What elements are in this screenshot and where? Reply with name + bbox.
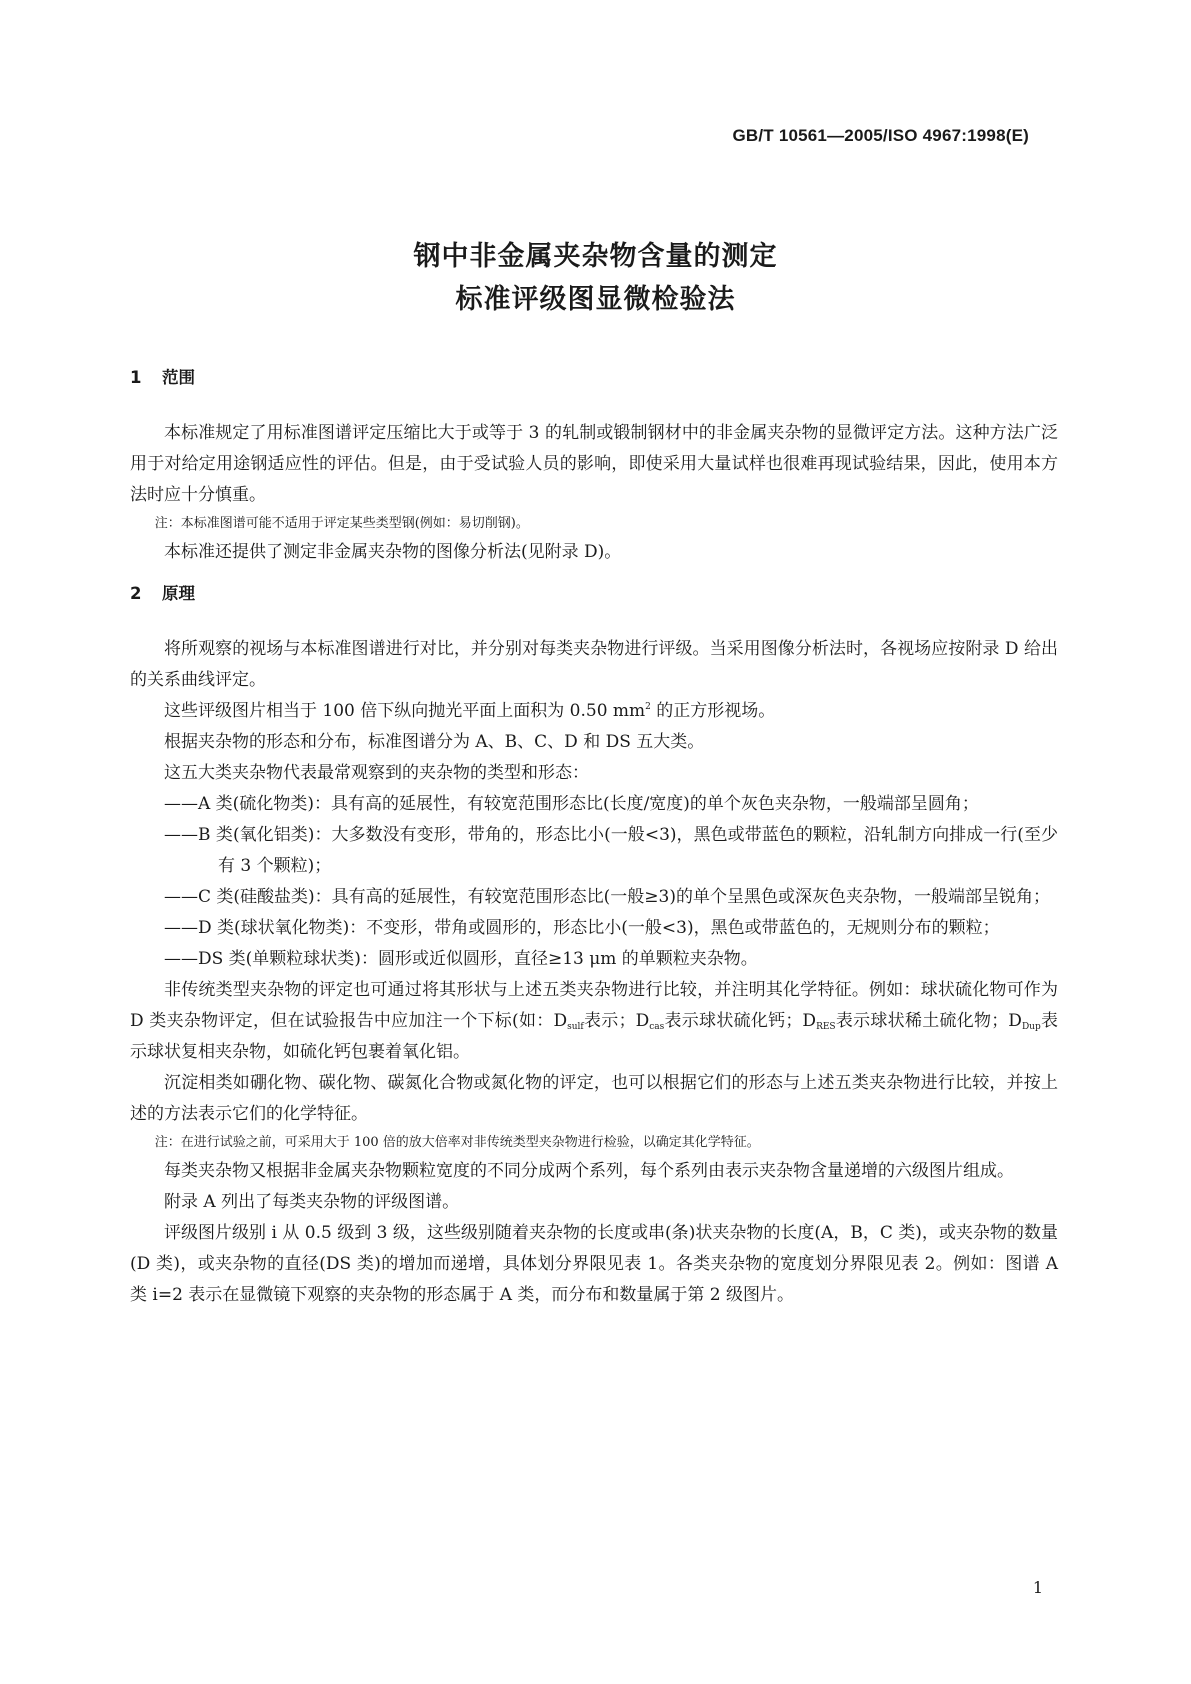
section-1-paragraph-2: 本标准还提供了测定非金属夹杂物的图像分析法(见附录 D)。 (164, 542, 622, 562)
p5-text-d: 表示球状稀土硫化物；D (835, 1011, 1022, 1031)
document-title-line-1: 钢中非金属夹杂物含量的测定 (413, 241, 778, 272)
p2-superscript: 2 (645, 702, 651, 712)
section-1-note: 注：本标准图谱可能不适用于评定某些类型钢(例如：易切削钢)。 (154, 516, 529, 531)
section-2-title: 原理 (162, 584, 195, 603)
p5-text-a: 非传统类型夹杂物的评定也可通过将其形状与上述五类夹杂物进行比较，并注明其化学特征。例如：球状硫化物可作为 D 类夹杂物评定，但在试验报告中应加注一个下标(如：D (130, 980, 1058, 1031)
section-2-paragraph-1: 将所观察的视场与本标准图谱进行对比，并分别对每类夹杂物进行评级。当采用图像分析法时，各视场应按附录 D 给出的关系曲线评定。 (130, 639, 1058, 690)
section-2-paragraph-5 (130, 975, 1058, 1068)
list-item: ——DS 类(单颗粒球状类)：圆形或近似圆形，直径≥13 μm 的单颗粒夹杂物。 (164, 949, 758, 969)
p5-subscript-cas: cas (649, 1022, 665, 1032)
p5-subscript-sulf: sulf (567, 1022, 584, 1032)
page-number: 1 (1032, 1578, 1043, 1597)
list-item: ——B 类(氧化铝类)：大多数没有变形，带角的，形态比小(一般<3)，黑色或带蓝色的颗粒，沿轧制方向排成一行(至少有 3 个颗粒)； (164, 825, 1058, 876)
p5-subscript-dup: Dup (1021, 1022, 1041, 1032)
section-2-paragraph-7: 每类夹杂物又根据非金属夹杂物颗粒宽度的不同分成两个系列，每个系列由表示夹杂物含量递增的六级图片组成。 (164, 1161, 1014, 1181)
document-body (130, 368, 1058, 1311)
section-2-note: 注：在进行试验之前，可采用大于 100 倍的放大倍率对非传统类型夹杂物进行检验，以确定其化学特征。 (154, 1135, 760, 1150)
section-1-paragraph-1: 本标准规定了用标准图谱评定压缩比大于或等于 3 的轧制或锻制钢材中的非金属夹杂物的显微评定方法。这种方法广泛用于对给定用途钢适应性的评估。但是，由于受试验人员的影响，即使采用大量试样也很难再现试验结果，因此，使用本方法时应十分慎重。 (130, 423, 1058, 505)
section-1-title: 范围 (162, 368, 195, 387)
p5-text-c: 表示球状硫化钙；D (664, 1011, 817, 1031)
section-2-paragraph-2 (130, 696, 1058, 727)
list-item: ——A 类(硫化物类)：具有高的延展性，有较宽范围形态比(长度/宽度)的单个灰色夹杂物，一般端部呈圆角； (164, 794, 979, 814)
section-2-heading (130, 584, 1058, 620)
p2-text-after: 的正方形视场。 (650, 701, 776, 721)
list-item: ——D 类(球状氧化物类)：不变形，带角或圆形的，形态比小(一般<3)，黑色或带蓝色的，无规则分布的颗粒； (164, 918, 1000, 938)
list-item: ——C 类(硅酸盐类)：具有高的延展性，有较宽范围形态比(一般≥3)的单个呈黑色或深灰色夹杂物，一般端部呈锐角； (164, 887, 1050, 907)
section-2-paragraph-6: 沉淀相类如硼化物、碳化物、碳氮化合物或氮化物的评定，也可以根据它们的形态与上述五类夹杂物进行比较，并按上述的方法表示它们的化学特征。 (130, 1073, 1058, 1124)
standard-code: GB/T 10561—2005/ISO 4967:1998(E) (732, 126, 1029, 145)
p2-text-before: 这些评级图片相当于 100 倍下纵向抛光平面上面积为 0.50 mm (164, 701, 646, 721)
p5-text-e: 表示球状复相夹杂物，如硫化钙包裹着氧化铝。 (130, 1011, 1058, 1062)
document-title-line-2: 标准评级图显微检验法 (455, 284, 736, 315)
section-2-paragraph-8: 附录 A 列出了每类夹杂物的评级图谱。 (164, 1192, 460, 1212)
section-2-paragraph-9: 评级图片级别 i 从 0.5 级到 3 级，这些级别随着夹杂物的长度或串(条)状夹杂物的长度(A，B，C 类)，或夹杂物的数量(D 类)，或夹杂物的直径(DS 类)的增加而递增，具体划分界限见表 1。各类夹杂物的宽度划分界限见表 2。例如：图谱 A 类 i=2 表示在显微镜下观察的夹杂物的形态属于 A 类，而分布和数量属于第 2 级图片。 (130, 1223, 1058, 1305)
section-1-number: 1 (130, 368, 142, 387)
section-1-heading (130, 368, 1058, 404)
p5-subscript-res: RES (816, 1022, 836, 1032)
section-2-paragraph-4: 这五大类夹杂物代表最常观察到的夹杂物的类型和形态： (164, 763, 589, 783)
p5-text-b: 表示；D (583, 1011, 650, 1031)
section-2-paragraph-3: 根据夹杂物的形态和分布，标准图谱分为 A、B、C、D 和 DS 五大类。 (164, 732, 705, 752)
section-2-number: 2 (130, 584, 142, 603)
